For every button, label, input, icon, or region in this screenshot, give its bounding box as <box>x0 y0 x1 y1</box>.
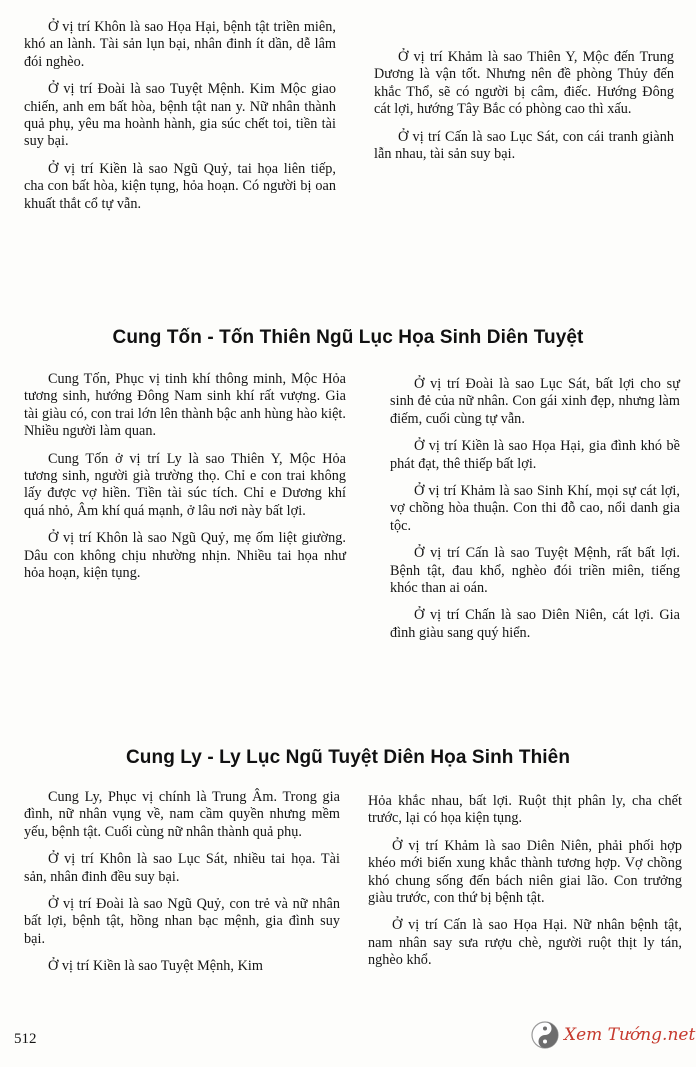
paragraph: Ở vị trí Khôn là sao Lục Sát, nhiều tai họa. Tài sản, nhân đinh đều suy bại. <box>24 851 340 885</box>
paragraph: Ở vị trí Cấn là sao Tuyệt Mệnh, rất bất lợi. Bệnh tật, đau khổ, nghèo đói triền miên, tiếng khóc than ai oán. <box>390 545 680 597</box>
paragraph: Ở vị trí Khảm là sao Sinh Khí, mọi sự cát lợi, vợ chồng hòa thuận. Con thi đỗ cao, nổi danh gia tộc. <box>390 483 680 534</box>
paragraph: Ở vị trí Kiền là sao Ngũ Quỷ, tai họa liên tiếp, cha con bất hòa, kiện tụng, hỏa hoạn. Có người bị oan khuất thắt cổ tự vẫn. <box>24 160 336 212</box>
section-heading-cung-ton: Cung Tốn - Tốn Thiên Ngũ Lục Họa Sinh Diên Tuyệt <box>112 327 584 348</box>
paragraph: Ở vị trí Kiền là sao Họa Hại, gia đình khó bề phát đạt, thê thiếp bất lợi. <box>390 438 680 472</box>
paragraph: Ở vị trí Khảm là sao Thiên Y, Mộc đến Trung Dương là vận tốt. Nhưng nên đề phòng Thủy đến khắc Thổ, sẽ có người bị câm, điếc. Hướng Đông cát lợi, hướng Tây Bắc có phòng cao thì xấu. <box>374 49 674 118</box>
paragraph: Cung Tốn ở vị trí Ly là sao Thiên Y, Mộc Hỏa tương sinh, người già trường thọ. Chỉ e con trai không lấy được vợ hiền. Tiền tài súc tích. Chỉ e Dương khí quá nhỏ, Âm khí quá mạnh, ở lâu nơi này bất lợi. <box>24 450 346 519</box>
watermark-logo <box>530 1020 695 1050</box>
paragraph: Ở vị trí Đoài là sao Lục Sát, bất lợi cho sự sinh đẻ của nữ nhân. Con gái xinh đẹp, nhưng làm điếm, cuối cùng tự vẫn. <box>390 376 680 427</box>
section1-right-column <box>374 49 674 173</box>
section2-right-column <box>390 376 680 652</box>
page-number: 512 <box>14 1031 37 1047</box>
paragraph: Ở vị trí Đoài là sao Ngũ Quỷ, con trẻ và nữ nhân bất lợi, bệnh tật, hồng nhan bạc mệnh, gia đình suy bại. <box>24 896 340 947</box>
paragraph: Ở vị trí Khôn là sao Ngũ Quỷ, mẹ ốm liệt giường. Dâu con không chịu nhường nhịn. Nhiều tai họa như hỏa hoạn, kiện tụng. <box>24 530 346 582</box>
paragraph-continuation: Hỏa khắc nhau, bất lợi. Ruột thịt phân ly, cha chết trước, lại có họa kiện tụng. <box>368 793 682 827</box>
section-heading-cung-ly: Cung Ly - Ly Lục Ngũ Tuyệt Diên Họa Sinh Thiên <box>125 747 571 768</box>
paragraph: Cung Tốn, Phục vị tinh khí thông minh, Mộc Hỏa tương sinh, hướng Đông Nam sinh khí rất vượng. Gia tài giàu có, con trai lớn lên thành bậc anh hùng hào kiệt. Nhiều người làm quan. <box>24 371 346 440</box>
section3-right-column <box>368 793 682 980</box>
watermark-text: Xem Tướng.net <box>564 1025 696 1045</box>
section1-left-column <box>24 19 336 223</box>
paragraph: Ở vị trí Khôn là sao Họa Hại, bệnh tật triền miên, khó an lành. Tài sản lụn bại, nhân đinh ít dần, dễ lâm đói nghèo. <box>24 19 336 70</box>
section2-left-column <box>24 371 346 592</box>
paragraph: Ở vị trí Đoài là sao Tuyệt Mệnh. Kim Mộc giao chiến, anh em bất hòa, bệnh tật nan y. Nữ nhân thành quả phụ, yêu ma hoành hành, gia súc chết toi, tiền tài suy bại. <box>24 81 336 150</box>
paragraph: Ở vị trí Chấn là sao Diên Niên, cát lợi. Gia đình giàu sang quý hiển. <box>390 607 680 641</box>
section3-left-column <box>24 789 340 986</box>
paragraph: Ở vị trí Cấn là sao Họa Hại. Nữ nhân bệnh tật, nam nhân say sưa rượu chè, người ruột thịt ly tán, nghèo khổ. <box>368 917 682 969</box>
paragraph: Ở vị trí Kiền là sao Tuyệt Mệnh, Kim <box>48 958 263 975</box>
paragraph: Ở vị trí Khảm là sao Diên Niên, phải phối hợp khéo mới biến xung khắc thành tương hợp. Vợ chồng khó chung sống đến bách niên giai lão. Con trưởng giàu trước, con thứ bị bệnh tật. <box>368 837 682 907</box>
paragraph: Ở vị trí Cấn là sao Lục Sát, con cái tranh giành lẫn nhau, tài sản suy bại. <box>374 128 674 163</box>
yin-yang-icon <box>530 1020 560 1050</box>
paragraph: Cung Ly, Phục vị chính là Trung Âm. Trong gia đình, nữ nhân vụng về, nam cầm quyền nhưng mềm yếu, bệnh tật. Cuối cùng nữ nhân thành quả phụ. <box>24 789 340 840</box>
